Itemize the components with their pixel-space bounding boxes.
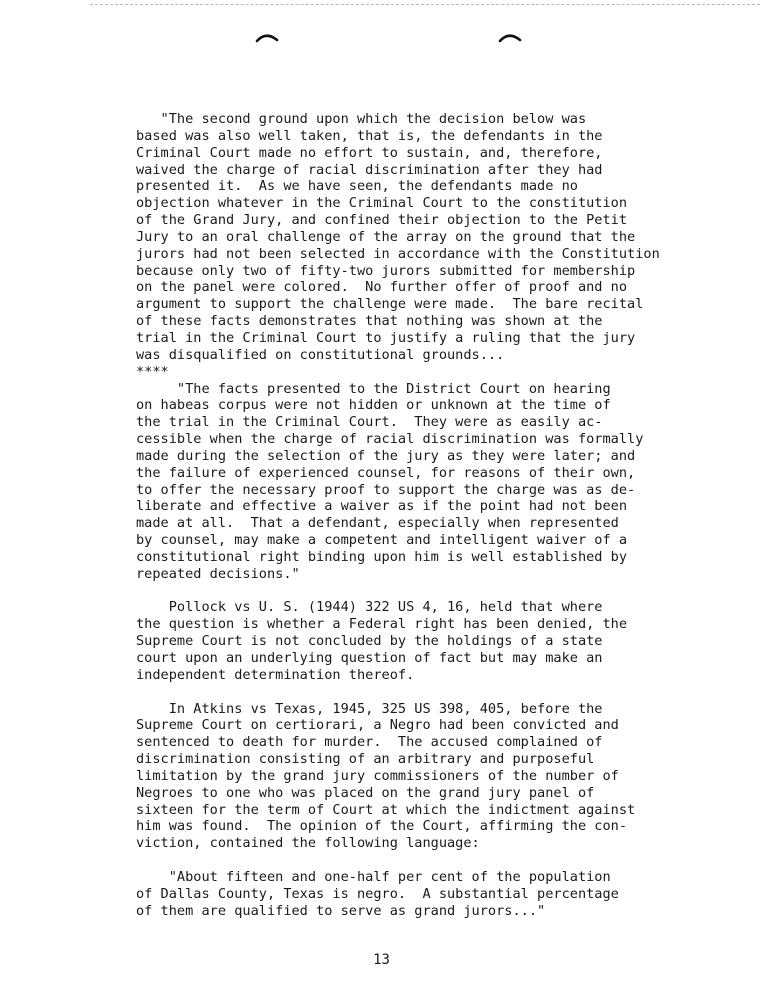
text-line: the failure of experienced counsel, for reasons of their own, xyxy=(136,464,636,481)
text-line: discrimination consisting of an arbitrary and purposeful xyxy=(136,751,595,768)
text-line: based was also well taken, that is, the defendants in the xyxy=(136,127,603,144)
text-line: the question is whether a Federal right has been denied, the xyxy=(136,616,628,633)
text-line: Supreme Court is not concluded by the holdings of a state xyxy=(136,633,603,650)
text-line: made during the selection of the jury as they were later; and xyxy=(136,447,636,464)
scan-mark-icon xyxy=(498,30,522,44)
paragraph-gap xyxy=(136,852,726,869)
scan-edge-border xyxy=(90,4,760,5)
text-line: "The facts presented to the District Court on hearing xyxy=(136,380,611,397)
text-line: Jury to an oral challenge of the array on the ground that the xyxy=(136,228,636,245)
text-line: "About fifteen and one-half per cent of the population xyxy=(136,868,611,885)
text-line: of these facts demonstrates that nothing was shown at the xyxy=(136,313,603,330)
text-line: to offer the necessary proof to support the charge was as de- xyxy=(136,481,636,498)
text-line: by counsel, may make a competent and intelligent waiver of a xyxy=(136,532,628,549)
text-line: "The second ground upon which the decision below was xyxy=(136,111,587,127)
text-line: Negroes to one who was placed on the grand jury panel of xyxy=(136,784,595,801)
text-line: made at all. That a defendant, especially when represented xyxy=(136,515,619,532)
text-line: of the Grand Jury, and confined their objection to the Petit xyxy=(136,212,628,229)
text-line: of them are qualified to serve as grand jurors..." xyxy=(136,902,546,919)
text-line: **** xyxy=(136,363,169,380)
text-line: constitutional right binding upon him is well established by xyxy=(136,548,628,565)
text-line: presented it. As we have seen, the defendants made no xyxy=(136,178,578,195)
text-line: objection whatever in the Criminal Court to the constitution xyxy=(136,195,628,212)
text-line: jurors had not been selected in accordance with the Constitution xyxy=(136,245,660,262)
text-line: him was found. The opinion of the Court, affirming the con- xyxy=(136,818,628,835)
scan-mark-icon xyxy=(255,30,279,44)
text-line: argument to support the challenge were made. The bare recital xyxy=(136,296,644,313)
text-line: sixteen for the term of Court at which the indictment against xyxy=(136,801,636,818)
text-line: of Dallas County, Texas is negro. A substantial percentage xyxy=(136,885,619,902)
text-line: Supreme Court on certiorari, a Negro had been convicted and xyxy=(136,717,619,734)
paragraph-gap xyxy=(136,684,726,701)
text-line: limitation by the grand jury commissioners of the number of xyxy=(136,767,619,784)
document-body xyxy=(136,111,726,920)
text-line: repeated decisions." xyxy=(136,565,300,582)
text-line: the trial in the Criminal Court. They were as easily ac- xyxy=(136,414,603,431)
text-line: cessible when the charge of racial discrimination was formally xyxy=(136,431,644,448)
text-line: on habeas corpus were not hidden or unknown at the time of xyxy=(136,397,611,414)
text-line: because only two of fifty-two jurors submitted for membership xyxy=(136,262,636,279)
text-line: court upon an underlying question of fact but may make an xyxy=(136,650,603,666)
text-line: trial in the Criminal Court to justify a ruling that the jury xyxy=(136,329,636,346)
text-line: Criminal Court made no effort to sustain, and, therefore, xyxy=(136,144,603,161)
text-line: was disqualified on constitutional grounds... xyxy=(136,346,505,363)
text-line: sentenced to death for murder. The accused complained of xyxy=(136,734,603,751)
text-line: In Atkins vs Texas, 1945, 325 US 398, 405, before the xyxy=(136,700,603,717)
text-line: on the panel were colored. No further offer of proof and no xyxy=(136,279,628,296)
page-number: 13 xyxy=(373,952,390,968)
text-line: independent determination thereof. xyxy=(136,666,415,683)
text-line: viction, contained the following language: xyxy=(136,835,480,852)
text-line: liberate and effective a waiver as if the point had not been xyxy=(136,498,628,515)
text-line: Pollock vs U. S. (1944) 322 US 4, 16, held that where xyxy=(136,599,603,616)
text-line: waived the charge of racial discrimination after they had xyxy=(136,161,603,178)
paragraph-gap xyxy=(136,583,726,600)
